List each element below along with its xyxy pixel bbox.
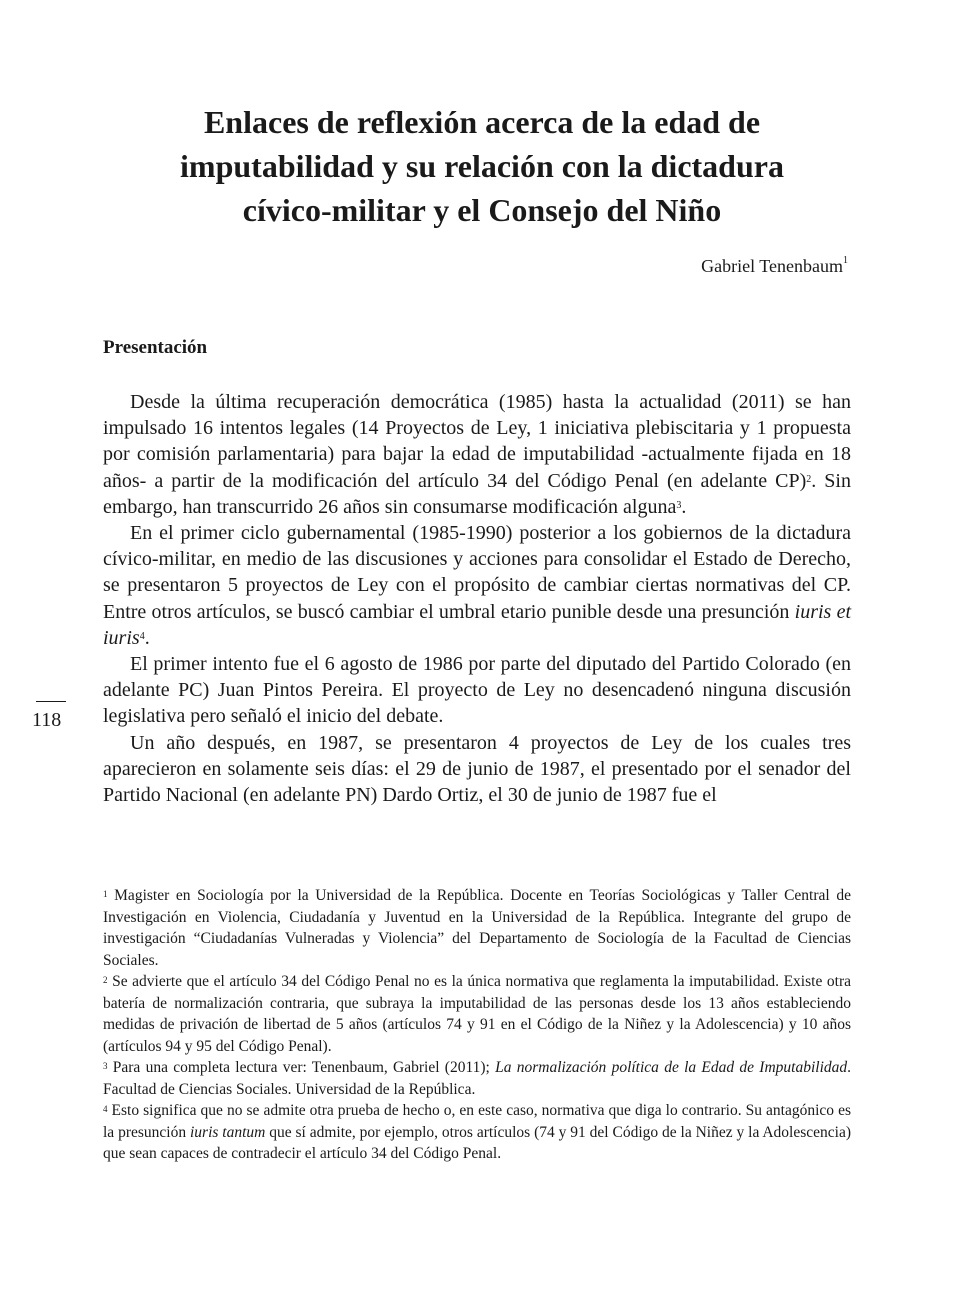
- footnote-4: [103, 1100, 851, 1165]
- author-byline: [701, 256, 848, 277]
- paragraph-text: .: [681, 495, 687, 518]
- page-number: 118: [32, 709, 62, 731]
- paragraph-text: Desde la última recuperación democrática (1985) hasta la actualidad (2011) se han impulsado 16 intentos legales (14 Proyectos de Ley, 1 iniciativa plebiscitaria y 1 propuesta por comisión parlamentaria) para bajar la edad de imputabilidad -actualmente fijada en 18 años- a partir de la modificación del artículo 34 del Código Penal (en adelante CP): [103, 391, 851, 492]
- footnote-text: Esto significa que no se admite otra prueba de hecho o, en este caso, normativa que diga lo contrario. Su antagónico es la presunción: [103, 1102, 851, 1141]
- footnote-text: Se advierte que el artículo 34 del Código Penal no es la única normativa que reglamenta la imputabilidad. Existe otra batería de normalización contraria, que subraya la imputabilidad de las personas desde los 13 años estableciendo medidas de privación de libertad de 5 años (artículos 74 y 91 en el Código de la Niñez y la Adolescencia) y 10 años (artículos 94 y 95 del Código Penal).: [103, 973, 851, 1055]
- footnote-2: [103, 971, 851, 1057]
- paragraph-4: Un año después, en 1987, se presentaron 4 proyectos de Ley de los cuales tres aparecieron en solamente seis días: el 29 de junio de 1987, el presentado por el senador del Partido Nacional (en adelante PN) Dardo Ortiz, el 30 de junio de 1987 fue el: [103, 731, 851, 807]
- footnote-italic: iuris tantum: [189, 1123, 266, 1141]
- footnote-text: . Facultad de Ciencias Sociales. Universidad de la República.: [103, 1059, 851, 1098]
- footnote-ref-2[interactable]: 2: [806, 473, 812, 485]
- footnotes: [103, 885, 851, 1165]
- footnote-marker: 2: [103, 975, 108, 985]
- footnote-3: [103, 1057, 851, 1100]
- footnote-text: Para una completa lectura ver: Tenenbaum, Gabriel (2011);: [107, 1059, 496, 1076]
- footnote-ref-3[interactable]: 3: [676, 499, 682, 511]
- paragraph-2: [103, 520, 851, 651]
- footnote-1: [103, 885, 851, 971]
- footnote-text: Magister en Sociología por la Universidad de la República. Docente en Teorías Sociológicas y Taller Central de Investigación en Violencia, Ciudadanía y Juventud en la Universidad de la República. Integrante del grupo de investigación “Ciudadanías Vulneradas y Violencia” del Departamento de Sociología de la Facultad de Ciencias Sociales.: [103, 887, 851, 969]
- footnote-marker: 3: [103, 1061, 108, 1071]
- title-line-3: cívico-militar y el Consejo del Niño: [242, 192, 722, 228]
- author-name: Gabriel Tenenbaum: [701, 256, 843, 276]
- paragraph-text: . Sin embargo, han transcurrido 26 años sin consumarse modificación alguna: [103, 469, 851, 518]
- footnote-text: que sí admite, por ejemplo, otros artículos (74 y 91 del Código de la Niñez y la Adolescencia) que sean capaces de contradecir el artículo 34 del Código Penal.: [103, 1123, 852, 1162]
- author-footnote-ref[interactable]: 1: [843, 255, 848, 266]
- article-title: [120, 100, 844, 232]
- paragraph-text: En el primer ciclo gubernamental (1985-1990) posterior a los gobiernos de la dictadura cívico-militar, en medio de las discusiones y acciones para consolidar el Estado de Derecho, se presentaron 5 proyectos de Ley con el propósito de cambiar ciertas normativas del CP. Entre otros artículos, se buscó cambiar el umbral etario punible desde una presunción: [103, 522, 851, 623]
- page-number-rule: [36, 701, 66, 702]
- paragraph-italic: iuris et iuris: [103, 600, 851, 649]
- footnote-marker: 4: [103, 1104, 108, 1114]
- paragraph-1: [103, 389, 851, 520]
- title-line-2: imputabilidad y su relación con la dictadura: [180, 148, 784, 184]
- footnote-marker: 1: [103, 889, 108, 899]
- footnote-ref-4[interactable]: 4: [139, 630, 145, 642]
- footnote-italic: La normalización política de la Edad de Imputabilidad: [495, 1059, 848, 1076]
- article-body: [103, 389, 851, 808]
- paragraph-3: El primer intento fue el 6 agosto de 1986 por parte del diputado del Partido Colorado (en adelante PC) Juan Pintos Pereira. El proyecto de Ley no desencadenó ninguna discusión legislativa pero señaló el inicio del debate.: [103, 653, 851, 728]
- paragraph-text: .: [144, 626, 150, 649]
- section-heading: Presentación: [103, 337, 208, 358]
- title-line-1: Enlaces de reflexión acerca de la edad de: [203, 104, 761, 140]
